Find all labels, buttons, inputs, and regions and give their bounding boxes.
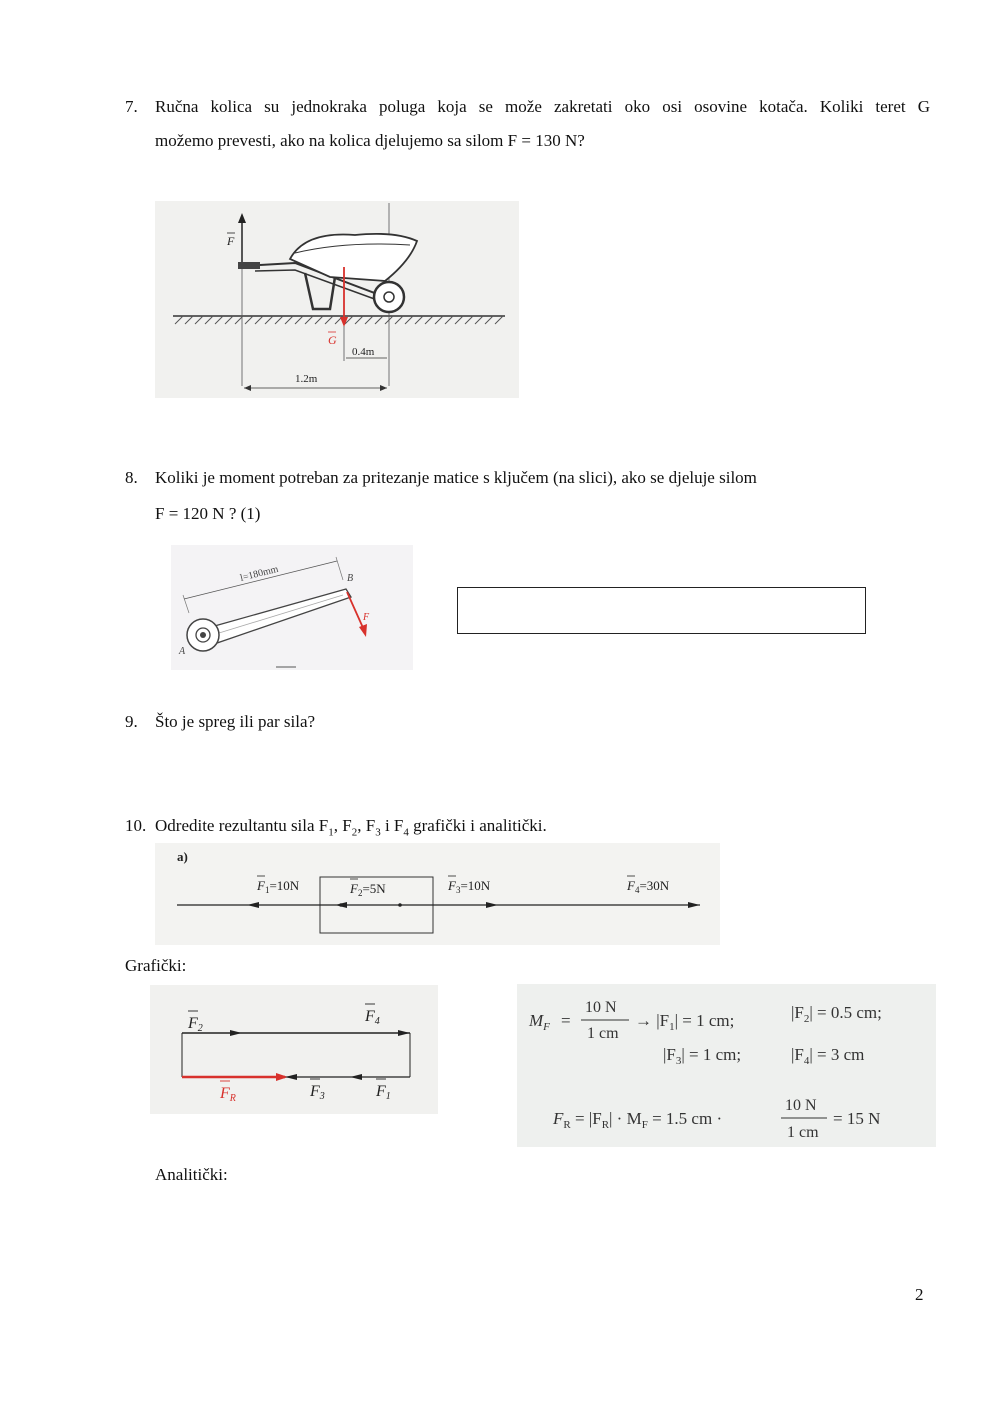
- f4-label: $F_4=30N$: [627, 878, 670, 895]
- graphic-fr-label: FR: [220, 1085, 236, 1104]
- question-text-line: Koliki je moment potreban za pritezanje matice s ključem (na slici), ako se djeluje silom: [155, 468, 757, 487]
- graphic-f3-label: F3: [310, 1083, 325, 1102]
- f2-label: $F_2=5N$: [350, 881, 386, 898]
- f1-label: $F_1=10N$: [257, 878, 300, 895]
- formula-result: = 15 N: [833, 1109, 881, 1128]
- analytic-label: Analitički:: [155, 1165, 228, 1184]
- formula-mf: $M_F$: [529, 1011, 550, 1033]
- formula-num-1: 10 N: [585, 999, 617, 1016]
- question-number: 9.: [125, 712, 138, 731]
- question-text: Odredite rezultantu sila $F_1$, $F_2$, $F_3$ i $F_4$ grafički i analitički.: [155, 816, 547, 839]
- answer-box[interactable]: [457, 587, 866, 634]
- formula-figure: [517, 984, 936, 1147]
- load-g-label: G: [328, 333, 337, 347]
- formula-den-1: 1 cm: [587, 1025, 619, 1042]
- formula-line1-f2: $|F_2| = 0.5$ cm;: [791, 1003, 882, 1025]
- long-arm-label: 1.2m: [295, 373, 318, 385]
- question-number: 8.: [125, 468, 138, 487]
- formula-line2-f4: $|F_4| = 3$ cm: [791, 1045, 865, 1067]
- formula-num-3: 10 N: [785, 1097, 817, 1114]
- page-number: 2: [915, 1285, 924, 1304]
- question-text: Što je spreg ili par sila?: [155, 712, 316, 731]
- formula-eq: =: [561, 1011, 571, 1030]
- wheelbarrow-figure: [155, 201, 519, 398]
- wrench-force-label: F: [363, 612, 370, 623]
- graphic-f1-label: F1: [376, 1083, 391, 1102]
- formula-line3-left: $F_R = |F_R| \cdot M_F = 1.5$ cm ·: [553, 1109, 723, 1131]
- vector-diagram-figure: [150, 985, 438, 1114]
- question-number: 7.: [125, 97, 138, 116]
- wrench-length-label: l=180mm: [239, 563, 280, 584]
- formula-line2-f3: $|F_3| = 1$ cm;: [663, 1045, 742, 1067]
- point-a-label: A: [179, 646, 186, 657]
- part-a-label: a): [177, 849, 188, 864]
- point-b-label: B: [347, 573, 354, 584]
- graphic-label: Grafički:: [125, 956, 187, 975]
- graphic-f4-label: F4: [365, 1008, 380, 1027]
- wrench-figure: [171, 545, 413, 670]
- short-arm-label: 0.4m: [352, 346, 375, 358]
- question-text-line: F = 120 N ? (1): [155, 504, 261, 523]
- f3-label: $F_3=10N$: [448, 878, 491, 895]
- force-f-label: F: [227, 234, 235, 248]
- formula-line1-rest: → $|F_1| = 1$ cm;: [635, 1011, 735, 1033]
- formula-den-3: 1 cm: [787, 1124, 819, 1141]
- question-number: 10.: [125, 816, 147, 835]
- question-text-line: Ručna kolica su jednokraka poluga koja se može zakretati oko osi osovine kotača. Koliki teret G: [155, 97, 930, 116]
- question-text-line: možemo prevesti, ako na kolica djelujemo sa silom F = 130 N?: [155, 131, 585, 150]
- forces-line-figure: [155, 843, 720, 945]
- graphic-f2-label: F2: [188, 1015, 203, 1034]
